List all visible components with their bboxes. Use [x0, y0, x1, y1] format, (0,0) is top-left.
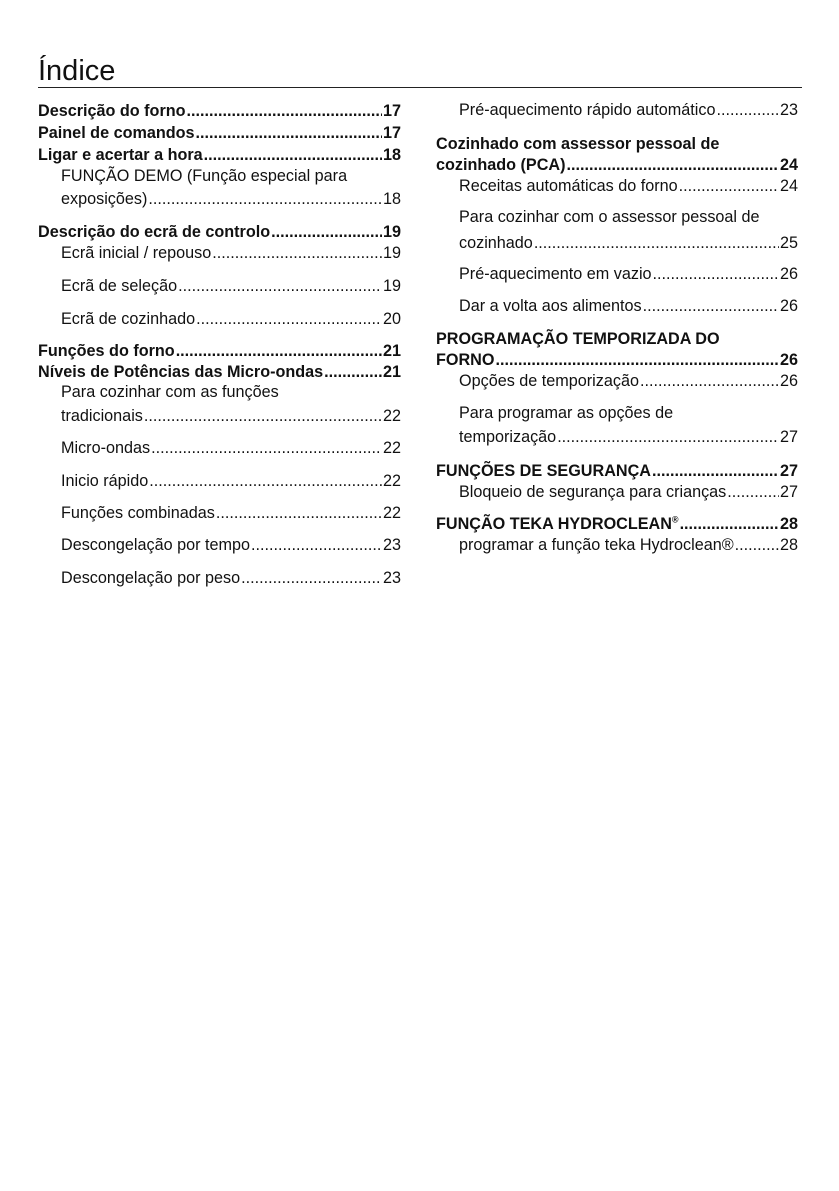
page-number: 17 — [382, 124, 401, 142]
page-number: 27 — [779, 462, 798, 480]
page-number: 22 — [382, 407, 401, 425]
page-number: 28 — [779, 515, 798, 533]
page-title: Índice — [38, 55, 116, 87]
page-number: 21 — [382, 342, 401, 360]
toc-entry[interactable]: Dar a volta aos alimentos ..... 26 — [459, 296, 798, 317]
page-number: 19 — [382, 277, 401, 295]
page-number: 18 — [382, 146, 401, 164]
toc-entry[interactable]: Ecrã inicial / repouso ..... 19 — [61, 243, 401, 264]
toc-entry[interactable]: Ecrã de seleção ..... 19 — [61, 276, 401, 297]
page-number: 27 — [779, 483, 798, 501]
page-number: 23 — [382, 569, 401, 587]
page-number: 23 — [779, 101, 798, 119]
page-number: 19 — [382, 223, 401, 241]
toc-entry[interactable]: Ecrã de cozinhado ..... 20 — [61, 309, 401, 330]
toc-entry[interactable]: Funções combinadas ..... 22 — [61, 503, 401, 524]
page-number: 20 — [382, 310, 401, 328]
page-number: 18 — [382, 190, 401, 208]
toc-entry[interactable]: FUNÇÃO TEKA HYDROCLEAN® ..... 28 — [436, 514, 798, 535]
toc-entry[interactable]: Níveis de Potências das Micro-ondas ..... 21 — [38, 362, 401, 383]
toc-entry[interactable]: Para programar as opções de temporização ..... 27 — [459, 403, 798, 448]
toc-entry[interactable]: Para cozinhar com o assessor pessoal de cozinhado ..... 25 — [459, 207, 798, 254]
page-number: 22 — [382, 472, 401, 490]
page-number: 25 — [779, 234, 798, 252]
toc-entry[interactable]: Descrição do forno ..... 17 — [38, 101, 401, 122]
page-number: 28 — [779, 536, 798, 554]
page-number: 26 — [779, 351, 798, 369]
page-number: 24 — [779, 177, 798, 195]
toc-entry[interactable]: FUNÇÃO DEMO (Função especial para exposições) ..... 18 — [61, 166, 401, 210]
toc-entry[interactable]: Pré-aquecimento em vazio ..... 26 — [459, 264, 798, 285]
toc-entry[interactable]: Descrição do ecrã de controlo ..... 19 — [38, 222, 401, 243]
page-number: 22 — [382, 439, 401, 457]
page-number: 26 — [779, 297, 798, 315]
toc-entry[interactable]: Cozinhado com assessor pessoal de cozinhado (PCA) ..... 24 — [436, 134, 798, 176]
toc-entry[interactable]: Receitas automáticas do forno ..... 24 — [459, 176, 798, 197]
toc-entry[interactable]: Para cozinhar com as funções tradicionais ..... 22 — [61, 382, 401, 427]
toc-entry[interactable]: FUNÇÕES DE SEGURANÇA ..... 27 — [436, 461, 798, 482]
toc-entry[interactable]: Ligar e acertar a hora ..... 18 — [38, 145, 401, 166]
toc-entry[interactable]: Funções do forno ..... 21 — [38, 341, 401, 362]
registered-mark: ® — [671, 514, 679, 525]
toc-entry[interactable]: Opções de temporização ..... 26 — [459, 371, 798, 392]
page-number: 26 — [779, 372, 798, 390]
title-divider — [38, 87, 802, 88]
toc-entry[interactable]: Painel de comandos ..... 17 — [38, 123, 401, 144]
toc-entry[interactable]: Inicio rápido ..... 22 — [61, 471, 401, 492]
toc-entry[interactable]: PROGRAMAÇÃO TEMPORIZADA DO FORNO ..... 26 — [436, 329, 798, 371]
page-number: 26 — [779, 265, 798, 283]
page-number: 27 — [779, 428, 798, 446]
toc-entry[interactable]: programar a função teka Hydroclean® ..... 28 — [459, 535, 798, 556]
toc-entry[interactable]: Bloqueio de segurança para crianças ..... 27 — [459, 482, 798, 503]
toc-entry[interactable]: Micro-ondas ..... 22 — [61, 438, 401, 459]
page-number: 17 — [382, 102, 401, 120]
page-number: 21 — [382, 363, 401, 381]
page-number: 24 — [779, 156, 798, 174]
toc-entry[interactable]: Descongelação por tempo ..... 23 — [61, 535, 401, 556]
toc-entry[interactable]: Descongelação por peso ..... 23 — [61, 568, 401, 589]
page-number: 23 — [382, 536, 401, 554]
page-number: 19 — [382, 244, 401, 262]
toc-entry[interactable]: Pré-aquecimento rápido automático ..... 23 — [459, 100, 798, 121]
page-number: 22 — [382, 504, 401, 522]
